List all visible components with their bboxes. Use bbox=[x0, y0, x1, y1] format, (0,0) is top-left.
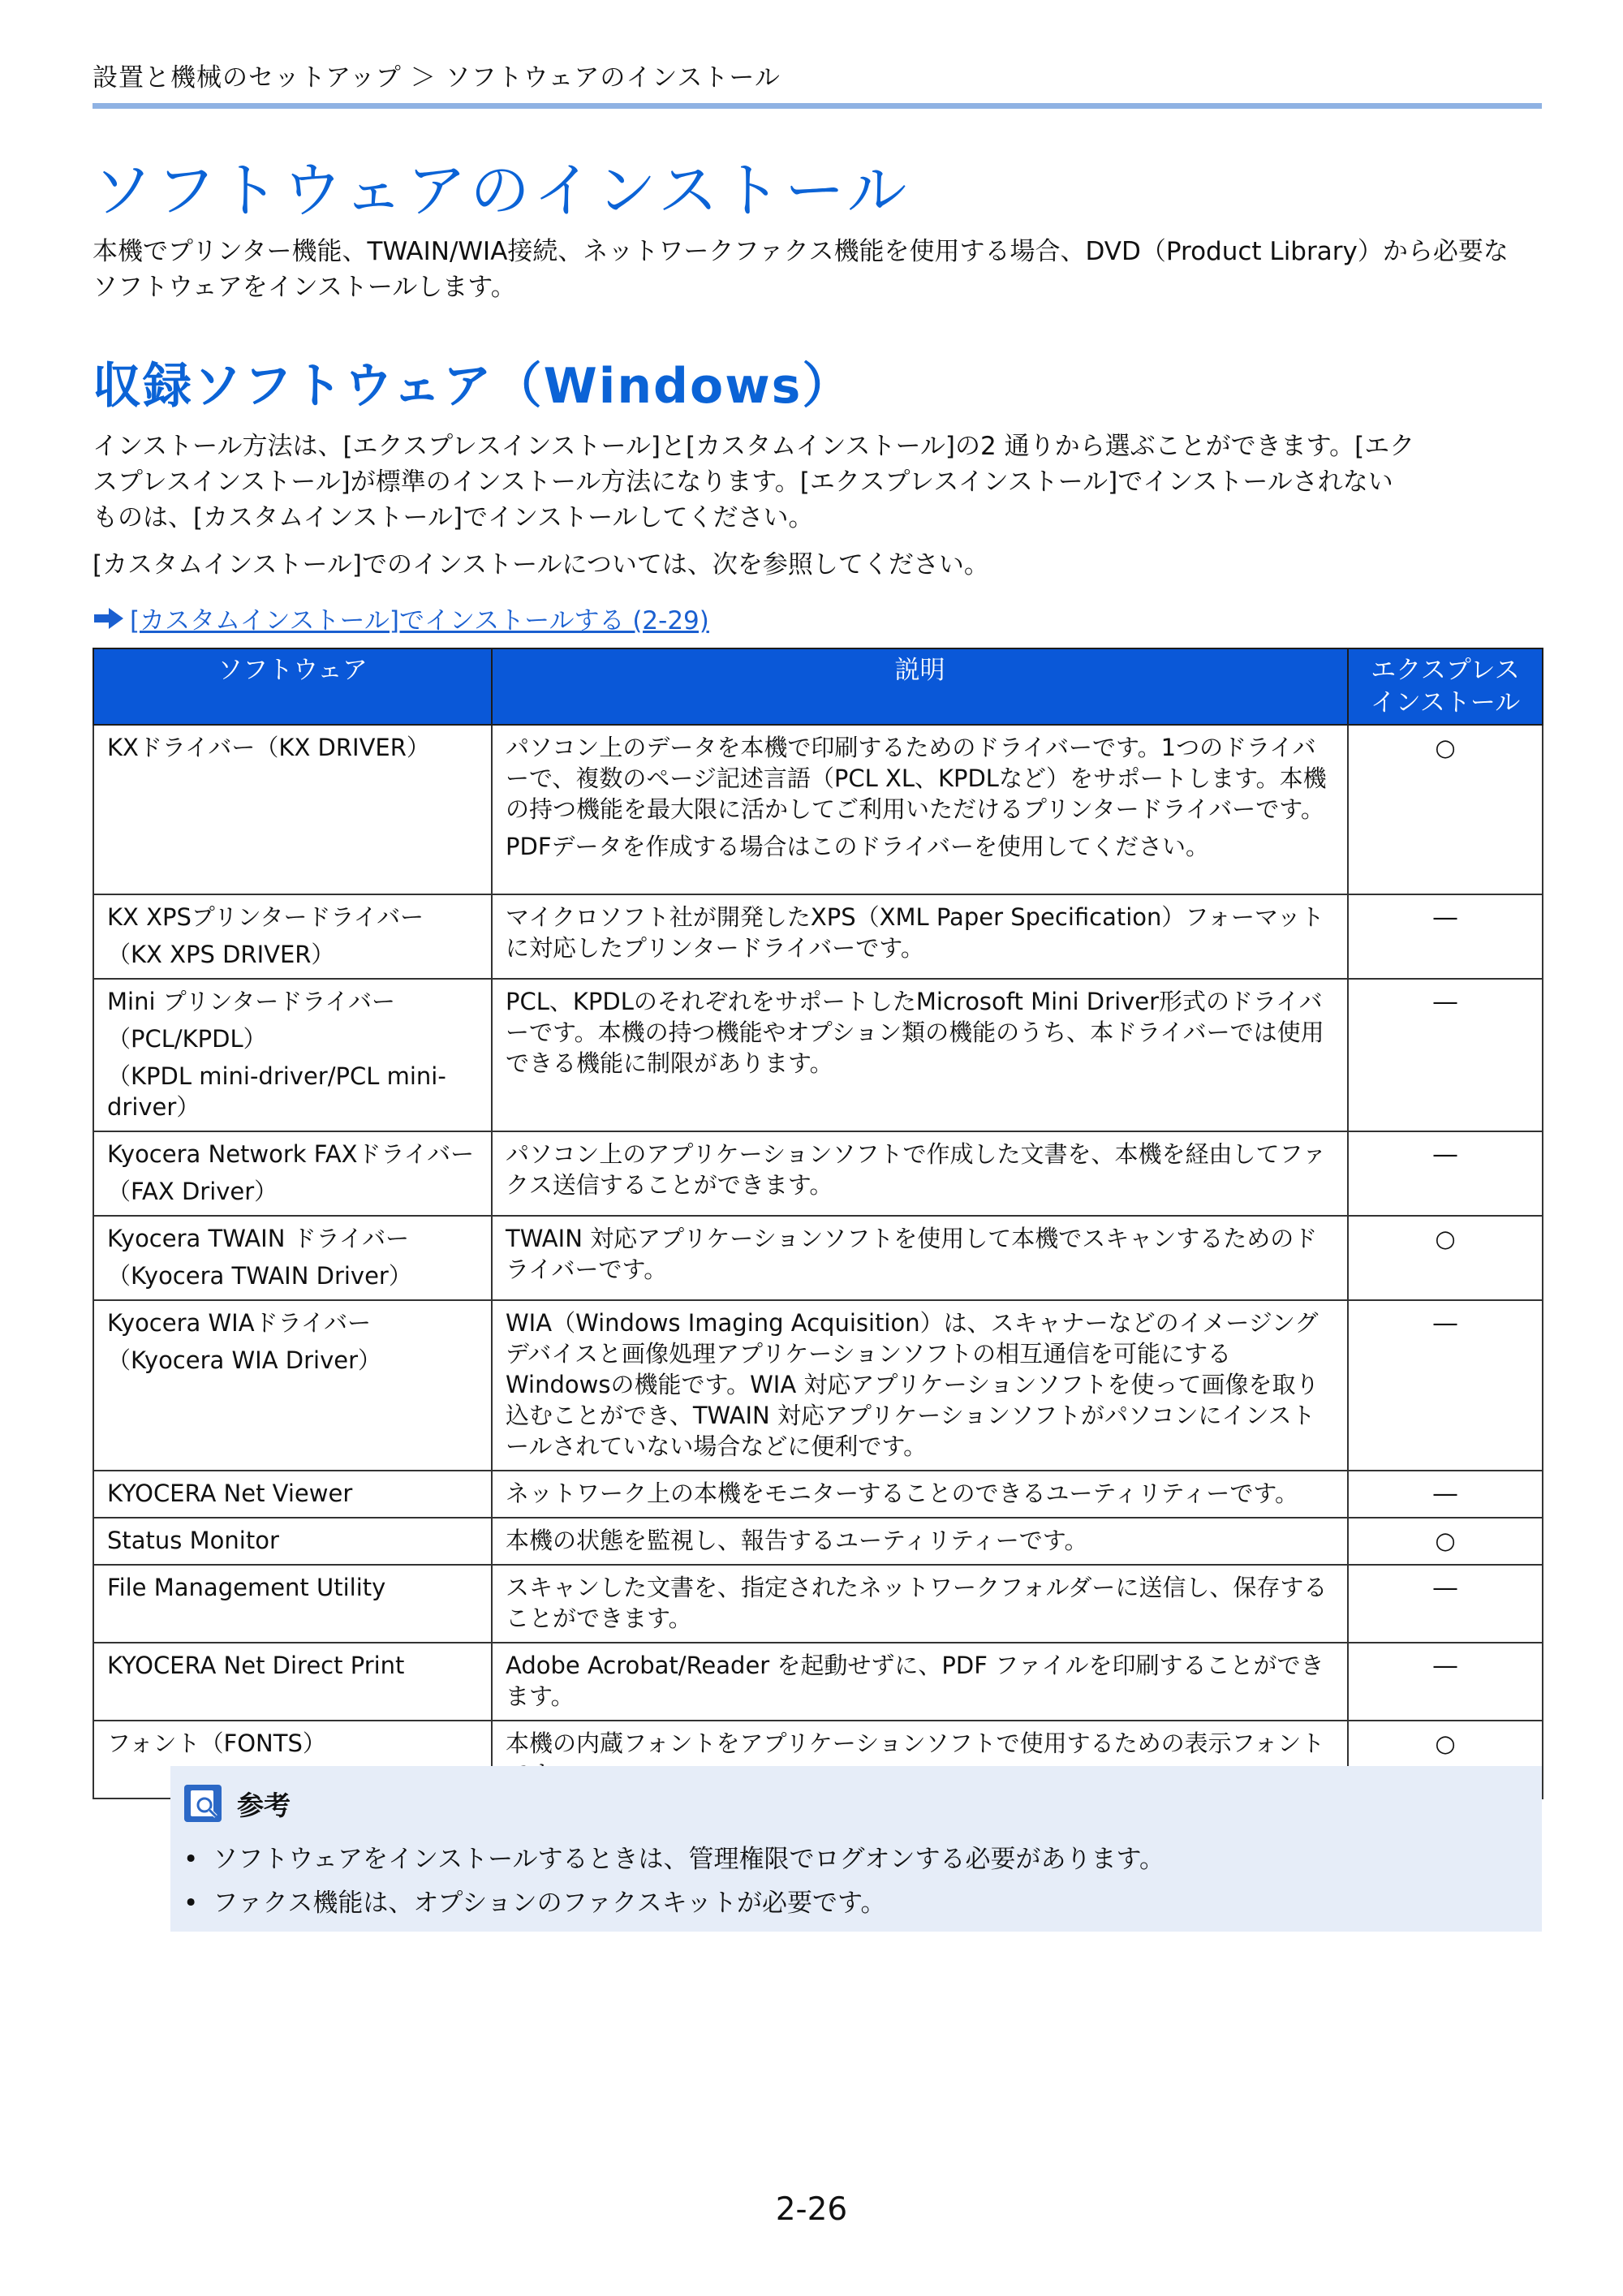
description-text: 本機の内蔵フォントをアプリケーションソフトで使用するための表示フォント bbox=[506, 1730, 1325, 1757]
software-name: （KPDL mini-driver/PCL mini-driver） bbox=[107, 1062, 446, 1121]
software-name-cell bbox=[93, 1131, 492, 1216]
description-cell bbox=[492, 1565, 1348, 1643]
intro-line: 本機でプリンター機能、TWAIN/WIA接続、ネットワークファクス機能を使用する場合、DVD（Product Library）から必要な bbox=[93, 237, 1509, 266]
description-text: ネットワーク上の本機をモニターすることのできるユーティリティーです。 bbox=[506, 1480, 1299, 1507]
section-line: インストール方法は、[エクスプレスインストール]と[カスタムインストール]の2 通りから選ぶことができます。[エク bbox=[93, 432, 1415, 461]
reference-note bbox=[170, 1766, 1542, 1932]
software-name: （Kyocera TWAIN Driver） bbox=[107, 1262, 412, 1290]
table-row bbox=[93, 894, 1543, 979]
software-name-cell bbox=[93, 894, 492, 979]
software-name: （KX XPS DRIVER） bbox=[107, 941, 335, 968]
page-title: ソフトウェアのインストール bbox=[93, 156, 911, 226]
table-row bbox=[93, 1300, 1543, 1471]
express-mark: ○ bbox=[1348, 1518, 1543, 1565]
note-heading bbox=[183, 1784, 291, 1823]
description-text: スキャンした文書を、指定されたネットワークフォルダーに送信し、保存することができます。 bbox=[506, 1574, 1328, 1632]
express-mark: ○ bbox=[1348, 1216, 1543, 1300]
express-mark: ― bbox=[1348, 979, 1543, 1131]
intro-line: ソフトウェアをインストールします。 bbox=[93, 273, 516, 302]
express-mark: ― bbox=[1348, 1471, 1543, 1518]
description-cell bbox=[492, 1216, 1348, 1300]
software-name: （FAX Driver） bbox=[107, 1178, 278, 1205]
software-name-cell bbox=[93, 1518, 492, 1565]
table-header-row bbox=[93, 648, 1543, 725]
table-row bbox=[93, 1131, 1543, 1216]
description-text: Adobe Acrobat/Reader を起動せずに、PDF ファイルを印刷することができます。 bbox=[506, 1652, 1324, 1710]
description-text: マイクロソフト社が開発したXPS（XML Paper Specification）フォーマットに対応したプリンタードライバーです。 bbox=[506, 903, 1324, 962]
software-name-cell bbox=[93, 1300, 492, 1471]
note-heading-text: 参考 bbox=[237, 1789, 291, 1821]
section-line: ものは、[カスタムインストール]でインストールしてください。 bbox=[93, 503, 814, 532]
software-name-cell bbox=[93, 725, 492, 894]
software-name: Kyocera Network FAXドライバー bbox=[107, 1140, 475, 1168]
reference-paragraph: [カスタムインストール]でのインストールについては、次を参照してください。 bbox=[93, 550, 989, 579]
section-title: 収録ソフトウェア（Windows） bbox=[93, 358, 853, 415]
software-name: Mini プリンタードライバー bbox=[107, 988, 395, 1015]
section-line: スプレスインストール]が標準のインストール方法になります。[エクスプレスインストール]でインストールされない bbox=[93, 467, 1393, 497]
table-row bbox=[93, 1518, 1543, 1565]
software-name-cell bbox=[93, 979, 492, 1131]
software-name: KXドライバー（KX DRIVER） bbox=[107, 734, 430, 761]
software-name-cell bbox=[93, 1471, 492, 1518]
software-name: KYOCERA Net Direct Print bbox=[107, 1652, 405, 1679]
description-text: PCL、KPDLのそれぞれをサポートしたMicrosoft Mini Driver形式のドライバーです。本機の持つ機能やオプション類の機能のうち、本ドライバーでは使用できる機能に制限があります。 bbox=[506, 988, 1324, 1077]
intro-paragraph bbox=[93, 234, 1545, 305]
description-text: TWAIN 対応アプリケーションソフトを使用して本機でスキャンするためのドライバーです。 bbox=[506, 1225, 1318, 1283]
description-cell bbox=[492, 979, 1348, 1131]
description-cell bbox=[492, 1518, 1348, 1565]
software-table bbox=[93, 648, 1543, 1799]
description-cell bbox=[492, 1131, 1348, 1216]
note-item: • ファクス機能は、オプションのファクスキットが必要です。 bbox=[183, 1881, 1165, 1925]
note-list bbox=[183, 1837, 1165, 1925]
express-mark: ― bbox=[1348, 1643, 1543, 1721]
software-name: （Kyocera WIA Driver） bbox=[107, 1346, 382, 1374]
express-mark: ― bbox=[1348, 1131, 1543, 1216]
description-text: パソコン上のアプリケーションソフトで作成した文書を、本機を経由してファクス送信することができます。 bbox=[506, 1140, 1326, 1199]
description-cell bbox=[492, 725, 1348, 894]
software-name: File Management Utility bbox=[107, 1574, 386, 1601]
express-mark: ○ bbox=[1348, 725, 1543, 894]
software-name: Status Monitor bbox=[107, 1527, 279, 1554]
arrow-right-icon bbox=[93, 605, 125, 631]
express-mark: ○ bbox=[1348, 1721, 1543, 1798]
magnifier-note-icon bbox=[183, 1784, 222, 1823]
table-row bbox=[93, 725, 1543, 894]
software-name: （PCL/KPDL） bbox=[107, 1025, 267, 1053]
description-cell bbox=[492, 1300, 1348, 1471]
header-description: 説明 bbox=[492, 648, 1348, 725]
express-mark: ― bbox=[1348, 894, 1543, 979]
software-name: Kyocera WIAドライバー bbox=[107, 1309, 372, 1337]
software-name: Kyocera TWAIN ドライバー bbox=[107, 1225, 410, 1252]
software-name: KYOCERA Net Viewer bbox=[107, 1480, 353, 1507]
description-cell bbox=[492, 1471, 1348, 1518]
software-name: フォント（FONTS） bbox=[107, 1730, 326, 1757]
express-mark: ― bbox=[1348, 1300, 1543, 1471]
page-number: 2-26 bbox=[775, 2191, 848, 2228]
table-row bbox=[93, 979, 1543, 1131]
breadcrumb: 設置と機械のセットアップ ＞ ソフトウェアのインストール bbox=[93, 63, 781, 93]
custom-install-link[interactable] bbox=[93, 600, 709, 636]
description-text: WIA（Windows Imaging Acquisition）は、スキャナーなどのイメージングデバイスと画像処理アプリケーションソフトの相互通信を可能にするWindowsの機能です。WIA 対応アプリケーションソフトを使って画像を取り込むことができ、TWAIN 対応アプリケーションソフトがパソコンにインストールされていない場合などに便利です。 bbox=[506, 1309, 1319, 1460]
table-row bbox=[93, 1471, 1543, 1518]
express-mark: ― bbox=[1348, 1565, 1543, 1643]
header-rule bbox=[93, 103, 1542, 109]
note-item: • ソフトウェアをインストールするときは、管理権限でログオンする必要があります。 bbox=[183, 1837, 1165, 1881]
header-express: エクスプレス インストール bbox=[1348, 648, 1543, 725]
description-text: PDFデータを作成する場合はこのドライバーを使用してください。 bbox=[506, 833, 1210, 860]
software-name-cell bbox=[93, 1565, 492, 1643]
description-cell bbox=[492, 894, 1348, 979]
section-paragraph bbox=[93, 429, 1545, 536]
software-name-cell bbox=[93, 1643, 492, 1721]
description-text: パソコン上のデータを本機で印刷するためのドライバーです。1つのドライバーで、複数のページ記述言語（PCL XL、KPDLなど）をサポートします。本機の持つ機能を最大限に活かしてご利用いただけるプリンタードライバーです。 bbox=[506, 734, 1327, 823]
software-name-cell bbox=[93, 1216, 492, 1300]
header-software: ソフトウェア bbox=[93, 648, 492, 725]
custom-install-link-text[interactable]: [カスタムインストール]でインストールする (2-29) bbox=[130, 606, 709, 635]
table-row bbox=[93, 1643, 1543, 1721]
description-cell bbox=[492, 1643, 1348, 1721]
description-text: 本機の状態を監視し、報告するユーティリティーです。 bbox=[506, 1527, 1088, 1554]
table-row bbox=[93, 1565, 1543, 1643]
table-row bbox=[93, 1216, 1543, 1300]
software-name: KX XPSプリンタードライバー bbox=[107, 903, 424, 931]
